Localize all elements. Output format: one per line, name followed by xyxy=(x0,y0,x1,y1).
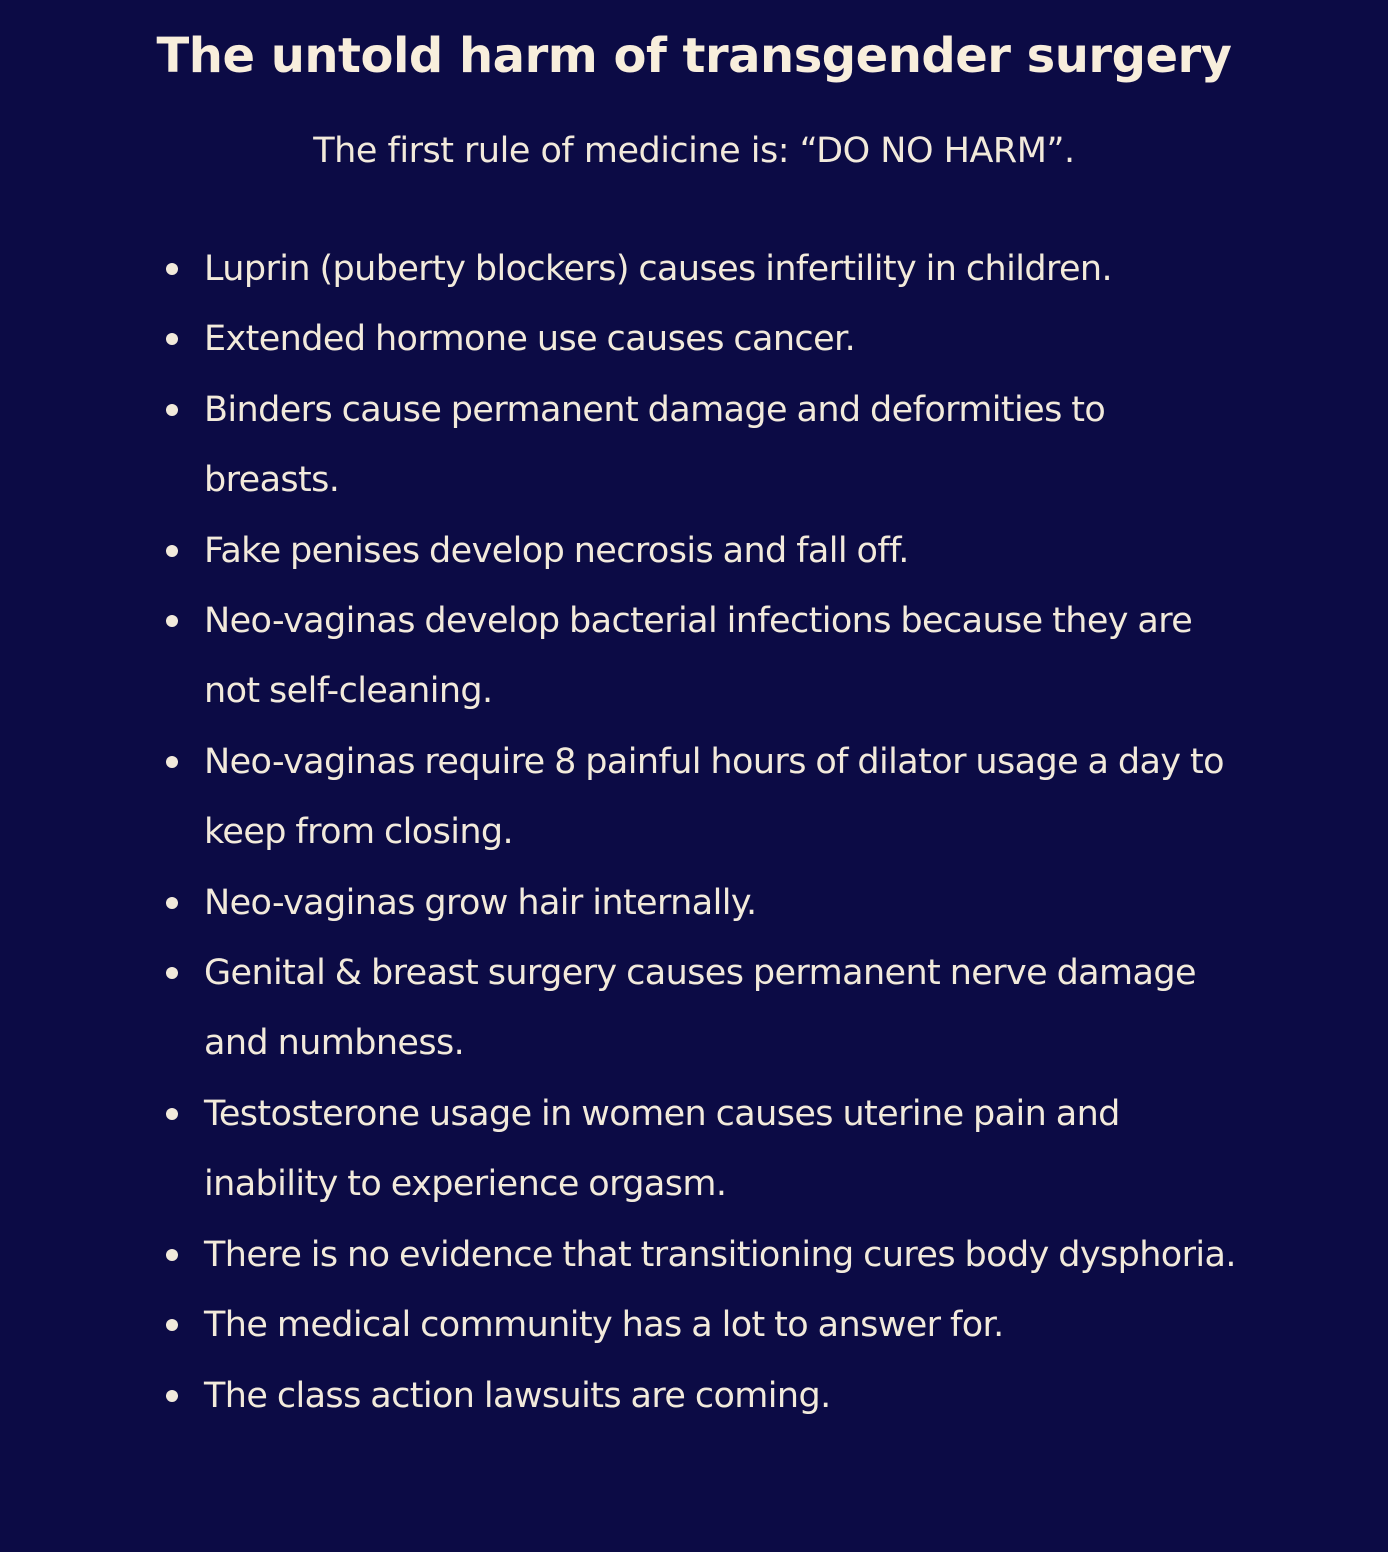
list-item-text: There is no evidence that transitioning cures body dysphoria. xyxy=(204,1234,1236,1275)
list-item-text: Neo-vaginas require 8 painful hours of dilator usage a day to keep from closing. xyxy=(204,741,1224,853)
bullet-icon xyxy=(166,1108,178,1120)
page-subtitle: The first rule of medicine is: “DO NO HARM”. xyxy=(313,131,1075,171)
bullet-icon xyxy=(166,615,178,627)
list-item-text: The medical community has a lot to answer for. xyxy=(204,1305,1004,1346)
list-item xyxy=(158,868,1248,938)
list-item xyxy=(158,516,1248,586)
list-item xyxy=(158,375,1248,516)
bullet-icon xyxy=(166,756,178,768)
list-item-text: Neo-vaginas grow hair internally. xyxy=(204,882,757,923)
bullet-icon xyxy=(166,1249,178,1261)
list-item-text: Fake penises develop necrosis and fall off. xyxy=(204,530,909,571)
list-item xyxy=(158,1079,1248,1220)
list-item xyxy=(158,1220,1248,1290)
list-item-text: Binders cause permanent damage and deformities to breasts. xyxy=(204,389,1106,501)
page-title: The untold harm of transgender surgery xyxy=(156,28,1232,84)
bullet-icon xyxy=(166,1390,178,1402)
bullet-icon xyxy=(166,1319,178,1331)
list-item-text: Extended hormone use causes cancer. xyxy=(204,319,856,360)
list-item-text: The class action lawsuits are coming. xyxy=(204,1375,831,1416)
bullet-icon xyxy=(166,404,178,416)
list-item-text: Testosterone usage in women causes uterine pain and inability to experience orgasm. xyxy=(204,1093,1120,1205)
list-item xyxy=(158,1361,1248,1431)
list-item xyxy=(158,727,1248,868)
claims-list xyxy=(158,234,1248,1431)
list-item xyxy=(158,586,1248,727)
list-item-text: Neo-vaginas develop bacterial infections because they are not self-cleaning. xyxy=(204,601,1193,712)
bullet-icon xyxy=(166,545,178,557)
list-item xyxy=(158,304,1248,374)
list-item-text: Genital & breast surgery causes permanent nerve damage and numbness. xyxy=(204,953,1196,1064)
list-item xyxy=(158,938,1248,1079)
list-item-text: Luprin (puberty blockers) causes infertility in children. xyxy=(204,249,1113,289)
list-item xyxy=(158,1290,1248,1360)
bullet-icon xyxy=(166,333,178,345)
bullet-icon xyxy=(166,897,178,909)
bullet-icon xyxy=(166,967,178,979)
list-item xyxy=(158,234,1248,304)
bullet-icon xyxy=(166,263,178,275)
